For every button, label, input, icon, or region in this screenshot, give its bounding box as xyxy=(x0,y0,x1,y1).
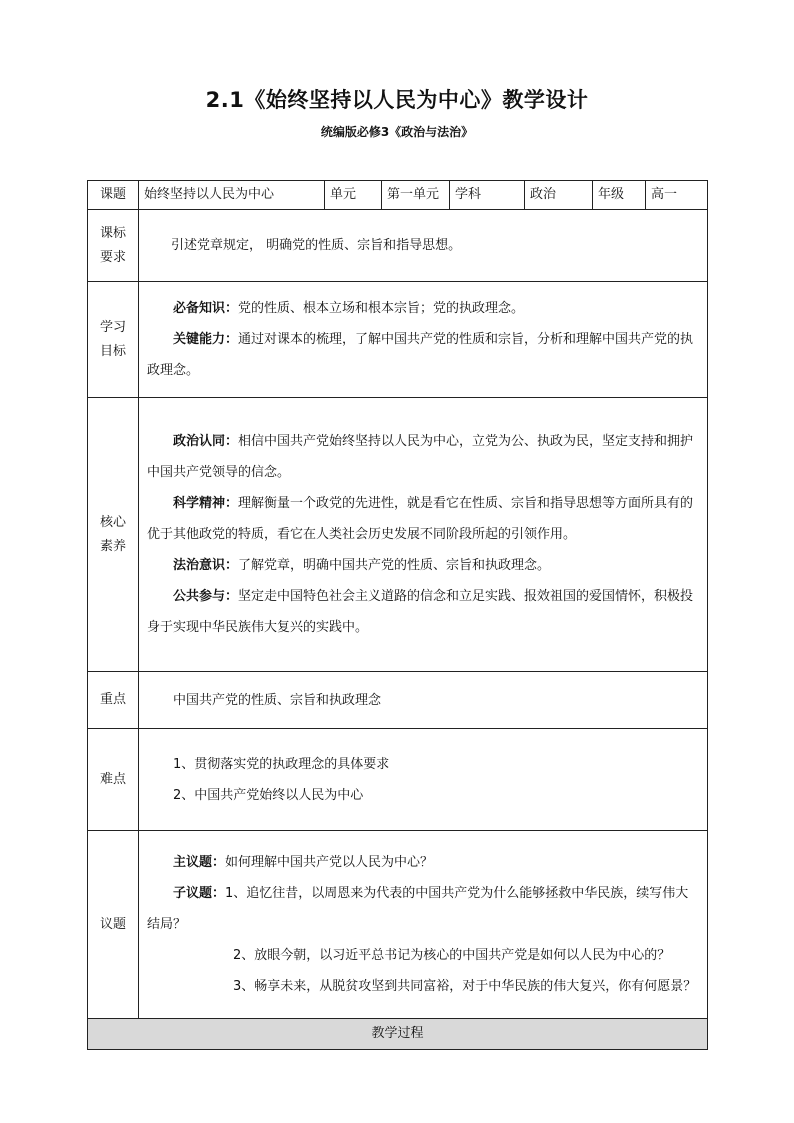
subject-label: 学科 xyxy=(450,181,525,210)
difficulty-item: 2、中国共产党始终以人民为中心 xyxy=(173,787,364,803)
sub-topic-3: 3、畅享未来，从脱贫攻坚到共同富裕，对于中华民族的伟大复兴，你有何愿景？ xyxy=(233,979,697,994)
core-label: 核心 素养 xyxy=(88,398,139,672)
core-item-law: 法治意识：了解党章，明确中国共产党的性质、宗旨和执政理念。 xyxy=(173,558,551,573)
topics-label: 议题 xyxy=(88,831,139,1019)
subject-value: 政治 xyxy=(525,181,593,210)
key-point-label: 重点 xyxy=(88,672,139,729)
standard-label: 课标 要求 xyxy=(88,210,139,282)
standard-text: 引述党章规定， 明确党的性质、宗旨和指导思想。 xyxy=(171,238,462,253)
main-topic: 主议题：如何理解中国共产党以人民为中心？ xyxy=(173,855,434,870)
knowledge-objective: 必备知识：党的性质、根本立场和根本宗旨；党的执政理念。 xyxy=(173,301,525,316)
core-item-political: 政治认同：相信中国共产党始终坚持以人民为中心，立党为公、执政为民，坚定支持和拥护中国共产党领导的信念。 xyxy=(147,434,694,480)
document-title: 2.1《始终坚持以人民为中心》教学设计 xyxy=(205,88,589,112)
header-row xyxy=(88,181,708,210)
topic-value: 始终坚持以人民为中心 xyxy=(139,181,325,210)
grade-value: 高一 xyxy=(646,181,708,210)
topic-label: 课题 xyxy=(88,181,139,210)
difficulty-row xyxy=(88,729,708,831)
core-content xyxy=(139,398,708,672)
topics-row xyxy=(88,831,708,1019)
difficulty-item: 1、贯彻落实党的执政理念的具体要求 xyxy=(173,756,390,772)
key-point-text: 中国共产党的性质、宗旨和执政理念 xyxy=(173,692,382,708)
objectives-label: 学习 目标 xyxy=(88,282,139,398)
footer-row xyxy=(88,1019,708,1050)
lesson-plan-table xyxy=(87,180,708,1050)
core-item-participation: 公共参与：坚定走中国特色社会主义道路的信念和立足实践、报效祖国的爱国情怀，积极投身于实现中华民族伟大复兴的实践中。 xyxy=(147,589,694,635)
unit-value: 第一单元 xyxy=(382,181,450,210)
sub-topic-1: 子议题：1、追忆往昔，以周恩来为代表的中国共产党为什么能够拯救中华民族，续写伟大结局？ xyxy=(147,886,689,932)
grade-label: 年级 xyxy=(593,181,646,210)
difficulty-label: 难点 xyxy=(88,729,139,831)
difficulty-content xyxy=(139,729,708,831)
core-row xyxy=(88,398,708,672)
key-point-content xyxy=(139,672,708,729)
core-item-science: 科学精神：理解衡量一个政党的先进性，就是看它在性质、宗旨和指导思想等方面所具有的优于其他政党的特质，看它在人类社会历史发展不同阶段所起的引领作用。 xyxy=(147,496,694,542)
standard-row xyxy=(88,210,708,282)
objectives-content xyxy=(139,282,708,398)
topics-content xyxy=(139,831,708,1019)
teaching-process-header: 教学过程 xyxy=(88,1019,708,1050)
key-point-row xyxy=(88,672,708,729)
unit-label: 单元 xyxy=(325,181,382,210)
sub-topic-2: 2、放眼今朝，以习近平总书记为核心的中国共产党是如何以人民为中心的？ xyxy=(233,948,671,963)
objectives-row xyxy=(88,282,708,398)
document-subtitle: 统编版必修3《政治与法治》 xyxy=(320,125,474,139)
standard-content xyxy=(139,210,708,282)
ability-objective: 关键能力：通过对课本的梳理，了解中国共产党的性质和宗旨，分析和理解中国共产党的执政理念。 xyxy=(147,332,694,378)
